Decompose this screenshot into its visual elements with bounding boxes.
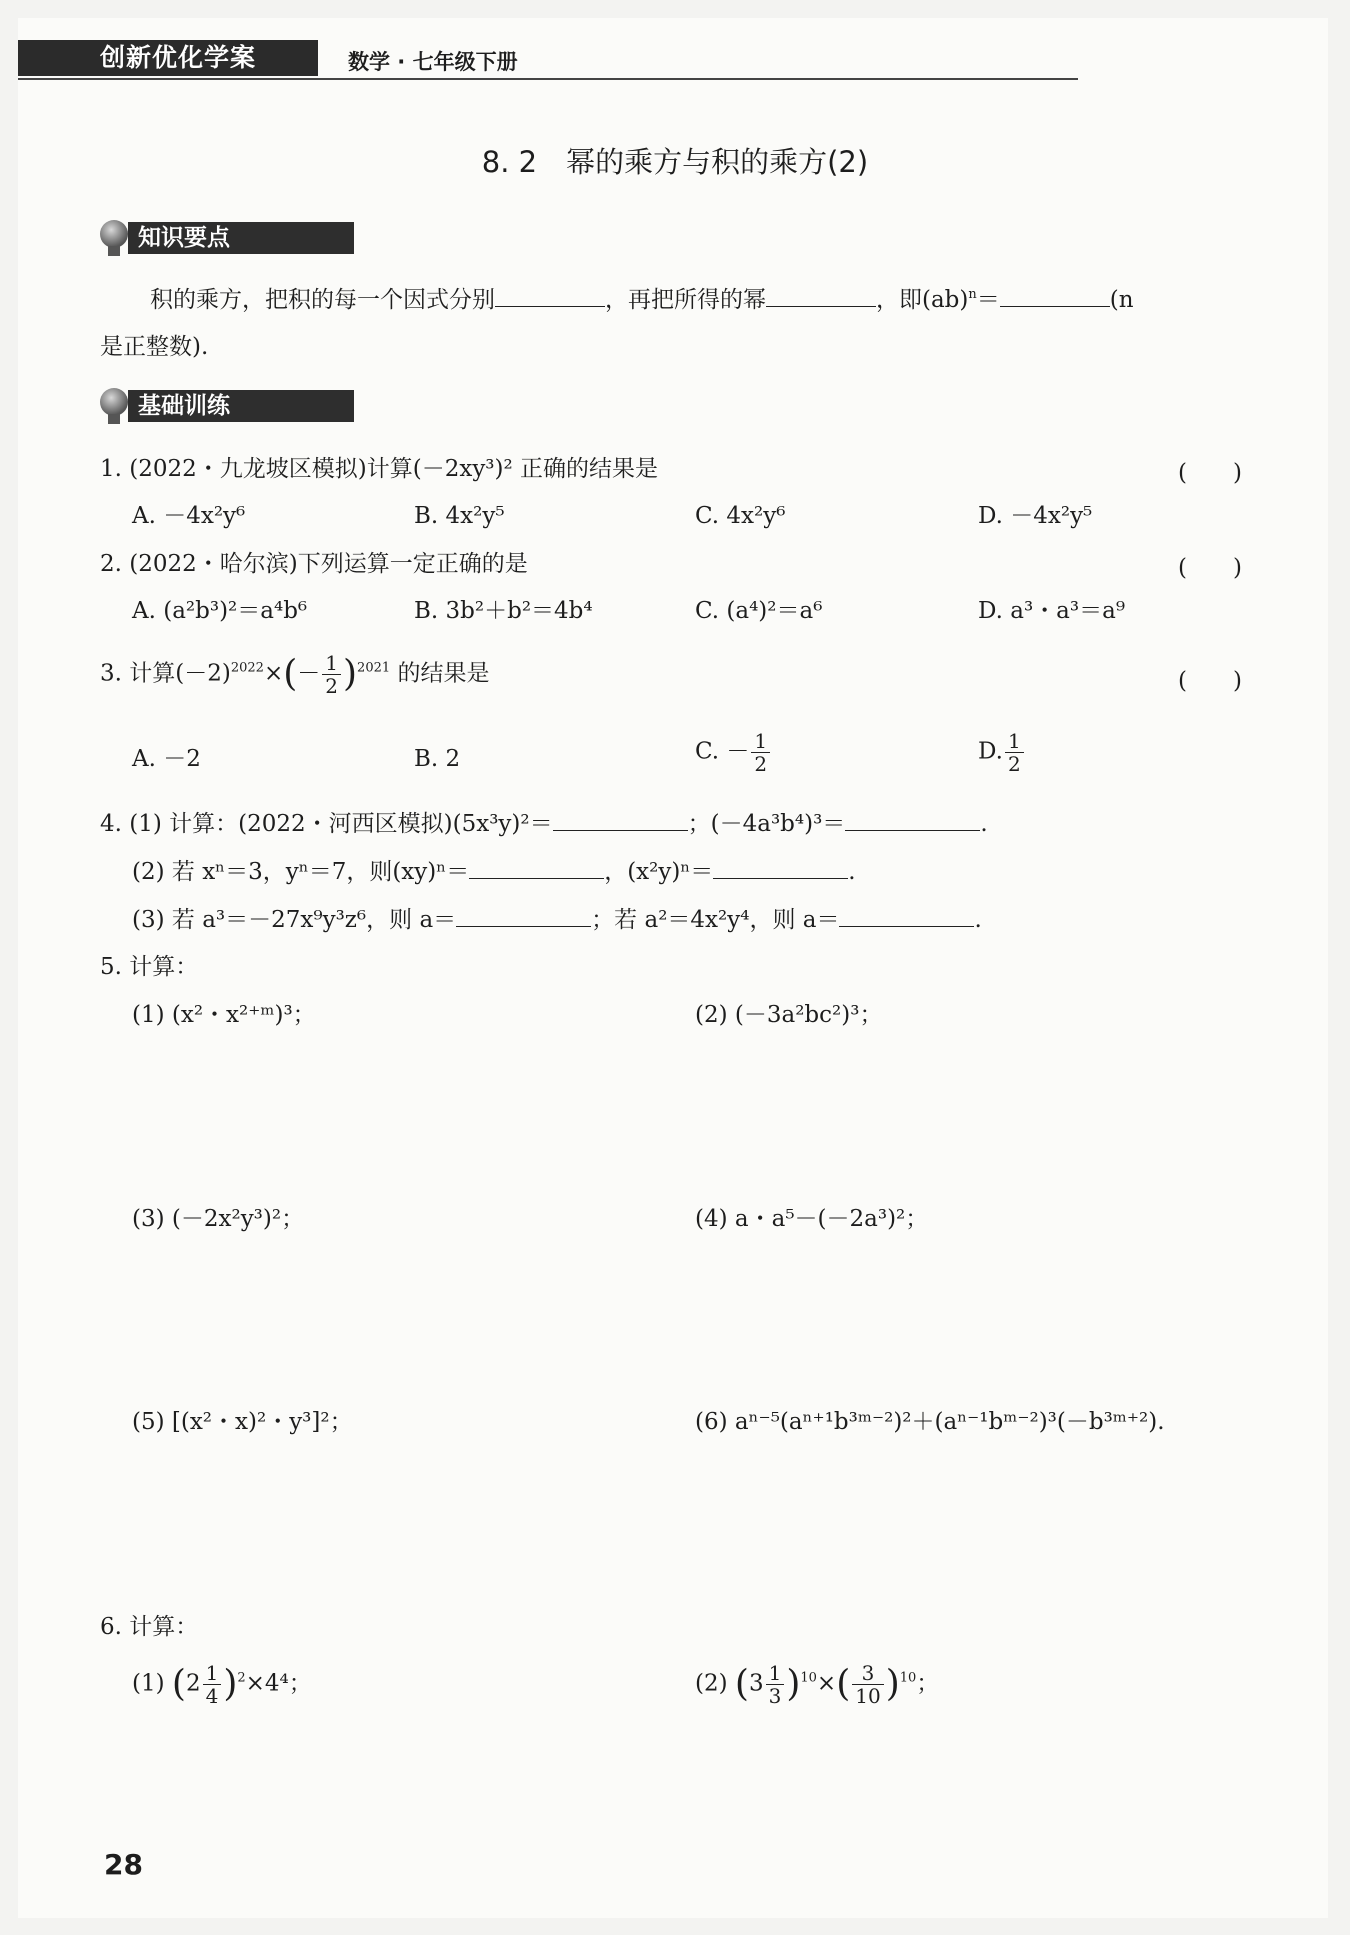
knowledge-text: 积的乘方，把积的每一个因式分别 <box>150 287 495 313</box>
answer-blank[interactable] <box>456 904 591 927</box>
option-A: A. －4x²y⁶ <box>132 503 246 529</box>
knowledge-line-2: 是正整数). <box>100 334 209 360</box>
answer-blank[interactable] <box>766 284 876 307</box>
answer-blank[interactable] <box>1000 284 1110 307</box>
knowledge-text: ，再把所得的幂 <box>605 287 766 313</box>
question-4-part-3: (3) 若 a³＝－27x⁹y³z⁶，则 a＝ ；若 a²＝4x²y⁴，则 a＝ . <box>132 904 982 935</box>
exponent: n <box>968 287 977 302</box>
option-A: A. －2 <box>132 746 201 772</box>
fraction: $\frac{1}{2}$ <box>1005 730 1024 775</box>
header-rule <box>18 78 1078 80</box>
stem-text: 3. 计算(－2) <box>100 660 231 687</box>
knowledge-text: (n <box>1109 287 1134 313</box>
right-paren: ) <box>343 653 358 695</box>
knowledge-line-1 <box>150 284 1134 315</box>
fraction: $\frac{1}{2}$ <box>751 730 770 775</box>
question-5-item-4: (4) a・a⁵－(－2a³)²； <box>695 1206 929 1232</box>
option-B: B. 3b²＋b²＝4b⁴ <box>414 598 593 624</box>
question-5-item-2: (2) (－3a²bc²)³； <box>695 1002 883 1028</box>
question-6-item-2: (2) (3 $\frac{1}{3}$ )$^{10}$×( $\frac{3}{10}$ )$^{10}$； <box>695 1661 940 1708</box>
question-6-item-1: (1) (2 $\frac{1}{4}$ )$^2$×4⁴； <box>132 1661 312 1708</box>
fraction: $\frac{1}{4}$ <box>203 1662 222 1707</box>
question-5-stem: 5. 计算： <box>100 954 199 980</box>
answer-blank[interactable] <box>495 284 605 307</box>
answer-paren[interactable]: ( ) <box>1178 668 1242 694</box>
answer-paren[interactable]: ( ) <box>1178 460 1242 486</box>
exponent: 10 <box>899 1670 917 1686</box>
option-D: D. a³・a³＝a⁹ <box>978 598 1126 624</box>
exponent: 2022 <box>230 660 264 676</box>
option-C: C. 4x²y⁶ <box>695 503 786 529</box>
header-subject: 数学 · 七年级下册 <box>348 50 518 74</box>
answer-paren[interactable]: ( ) <box>1178 555 1242 581</box>
option-B: B. 2 <box>414 746 461 772</box>
fraction: $\frac{1}{3}$ <box>766 1662 785 1707</box>
exponent: 10 <box>800 1670 817 1686</box>
question-4-part-2: (2) 若 xⁿ＝3，yⁿ＝7，则(xy)ⁿ＝ ，(x²y)ⁿ＝ . <box>132 856 856 887</box>
option-D: D. $\frac{1}{2}$ <box>978 730 1026 775</box>
question-6-stem: 6. 计算： <box>100 1614 199 1640</box>
left-paren: ( <box>283 653 298 695</box>
question-5-item-5: (5) [(x²・x)²・y³]²； <box>132 1409 353 1435</box>
question-1-stem: 1. (2022・九龙坡区模拟)计算(－2xy³)² 正确的结果是 <box>100 456 659 482</box>
knowledge-text: ＝ <box>976 287 1000 313</box>
fraction: $\frac{1}{2}$ <box>322 652 341 697</box>
question-5-item-3: (3) (－2x²y³)²； <box>132 1206 305 1232</box>
lightbulb-icon <box>100 388 128 416</box>
answer-blank[interactable] <box>553 808 688 831</box>
header-brand: 创新优化学案 <box>100 43 257 72</box>
fraction: $\frac{3}{10}$ <box>852 1662 883 1707</box>
option-D: D. －4x²y⁵ <box>978 503 1093 529</box>
page-title: 8. 2 幂的乘方与积的乘方(2) <box>481 145 869 179</box>
question-2-stem: 2. (2022・哈尔滨)下列运算一定正确的是 <box>100 551 528 577</box>
exponent: 2 <box>237 1670 246 1686</box>
question-4-part-1: 4. (1) 计算：(2022・河西区模拟)(5x³y)²＝ ；(－4a³b⁴)³＝ . <box>100 808 988 839</box>
lightbulb-icon <box>100 220 128 248</box>
answer-blank[interactable] <box>713 856 848 879</box>
question-5-item-1: (1) (x²・x²⁺ᵐ)³； <box>132 1002 316 1028</box>
page-number: 28 <box>104 1848 143 1881</box>
section-label: 基础训练 <box>128 390 354 422</box>
answer-blank[interactable] <box>845 808 980 831</box>
option-A: A. (a²b³)²＝a⁴b⁶ <box>132 598 308 624</box>
knowledge-text: ，即(ab) <box>876 287 969 313</box>
stem-text: 的结果是 <box>397 660 490 687</box>
option-C: C. － $\frac{1}{2}$ <box>695 730 772 775</box>
answer-blank[interactable] <box>839 904 974 927</box>
option-B: B. 4x²y⁵ <box>414 503 505 529</box>
stem-text: × <box>263 660 284 687</box>
exponent: 2021 <box>357 660 391 676</box>
question-3-stem: 3. 计算$(-2)^{2022}\times(-$ $\frac{1}{2}$ )$^{2021}$ 的结果是 <box>100 651 490 698</box>
option-C: C. (a⁴)²＝a⁶ <box>695 598 823 624</box>
question-5-item-6: (6) aⁿ⁻⁵(aⁿ⁺¹b³ᵐ⁻²)²＋(aⁿ⁻¹bᵐ⁻²)³(－b³ᵐ⁺²). <box>695 1409 1165 1435</box>
section-label: 知识要点 <box>128 222 354 254</box>
answer-blank[interactable] <box>469 856 604 879</box>
